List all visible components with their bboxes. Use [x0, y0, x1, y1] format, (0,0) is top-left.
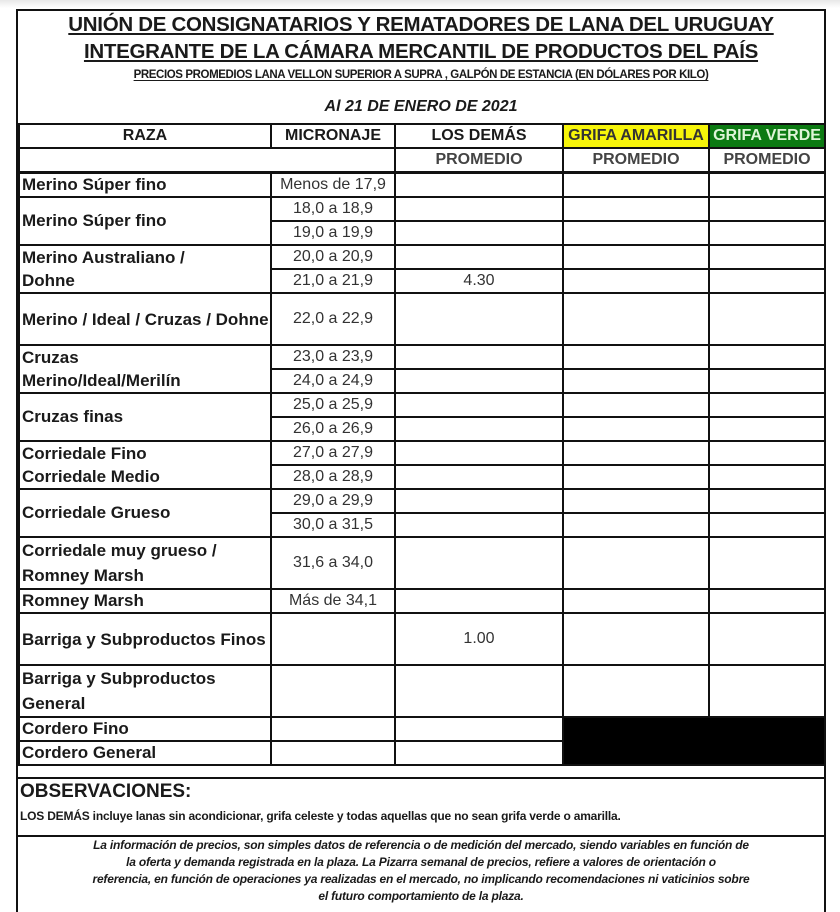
table-row	[19, 269, 825, 293]
los-demas-cell	[395, 741, 563, 765]
grifa-verde-cell	[709, 369, 825, 393]
table-row	[19, 489, 825, 513]
los-demas-cell	[395, 221, 563, 245]
observations-lead: LOS DEMÁS	[20, 809, 90, 823]
grifa-verde-cell	[709, 537, 825, 589]
micronaje-cell: 23,0 a 23,9	[271, 345, 395, 369]
raza-cell: Barriga y Subproductos General	[19, 665, 271, 717]
table-row	[19, 197, 825, 221]
los-demas-cell	[395, 417, 563, 441]
subheader-promedio-los-demas: PROMEDIO	[395, 148, 563, 173]
grifa-amarilla-cell	[563, 293, 709, 345]
grifa-verde-cell	[709, 269, 825, 293]
table-row	[19, 589, 825, 613]
table-row	[19, 717, 825, 741]
raza-cell: Cordero Fino	[19, 717, 271, 741]
grifa-amarilla-cell	[563, 245, 709, 269]
grifa-verde-cell	[709, 293, 825, 345]
grifa-verde-cell	[709, 465, 825, 489]
grifa-verde-cell	[709, 589, 825, 613]
disclaimer-line: La información de precios, son simples datos de referencia o de medición del mercado, siendo variables en función de	[93, 838, 749, 852]
table-row	[19, 465, 825, 489]
los-demas-cell	[395, 345, 563, 369]
grifa-verde-cell	[709, 417, 825, 441]
column-header-row	[19, 124, 825, 148]
micronaje-cell: 31,6 a 34,0	[271, 537, 395, 589]
col-header-raza: RAZA	[19, 124, 271, 148]
micronaje-cell	[271, 741, 395, 765]
grifa-verde-cell	[709, 173, 825, 198]
table-row	[19, 537, 825, 589]
grifa-amarilla-cell	[563, 221, 709, 245]
grifa-amarilla-cell	[563, 613, 709, 665]
col-header-grifa-amarilla: GRIFA AMARILLA	[563, 124, 709, 148]
raza-cell: Cordero General	[19, 741, 271, 765]
raza-cell: Corriedale muy grueso / Romney Marsh	[19, 537, 271, 589]
raza-cell: Merino Súper fino	[19, 173, 271, 198]
micronaje-cell: 29,0 a 29,9	[271, 489, 395, 513]
table-row	[19, 245, 825, 269]
raza-cell: Corriedale Grueso	[19, 489, 271, 537]
los-demas-cell	[395, 717, 563, 741]
grifa-amarilla-cell	[563, 197, 709, 221]
micronaje-cell: 26,0 a 26,9	[271, 417, 395, 441]
los-demas-cell: 4.30	[395, 269, 563, 293]
los-demas-cell	[395, 441, 563, 465]
los-demas-cell	[395, 197, 563, 221]
raza-cell: Merino/Ideal/Merilín	[19, 369, 271, 393]
micronaje-cell: 20,0 a 20,9	[271, 245, 395, 269]
raza-cell: Romney Marsh	[19, 589, 271, 613]
grifa-verde-cell	[709, 197, 825, 221]
raza-cell: Corriedale Medio	[19, 465, 271, 489]
table-row	[19, 293, 825, 345]
raza-cell: Merino Súper fino	[19, 197, 271, 245]
grifa-verde-cell	[709, 393, 825, 417]
los-demas-cell	[395, 537, 563, 589]
los-demas-cell	[395, 489, 563, 513]
micronaje-cell: 22,0 a 22,9	[271, 293, 395, 345]
grifa-amarilla-cell	[563, 269, 709, 293]
blacked-out-cells	[563, 717, 825, 765]
disclaimer-line: referencia, en función de operaciones ya realizadas en el mercado, no implicando recomendaciones ni vaticinios sobre	[92, 872, 750, 886]
grifa-verde-cell	[709, 489, 825, 513]
los-demas-cell	[395, 245, 563, 269]
grifa-amarilla-cell	[563, 173, 709, 198]
micronaje-cell: 25,0 a 25,9	[271, 393, 395, 417]
micronaje-cell: 28,0 a 28,9	[271, 465, 395, 489]
grifa-verde-cell	[709, 513, 825, 537]
subheader-promedio-verde: PROMEDIO	[709, 148, 825, 173]
micronaje-cell	[271, 613, 395, 665]
table-row	[19, 613, 825, 665]
observations-box	[18, 777, 824, 837]
disclaimer-line: la oferta y demanda registrada en la plaza. La Pizarra semanal de precios, refiere a valores de orientación o	[126, 855, 716, 869]
raza-cell: Barriga y Subproductos Finos	[19, 613, 271, 665]
los-demas-cell	[395, 589, 563, 613]
grifa-amarilla-cell	[563, 489, 709, 513]
observations-title: OBSERVACIONES:	[20, 781, 192, 802]
raza-cell: Cruzas	[19, 345, 271, 369]
micronaje-cell: 19,0 a 19,9	[271, 221, 395, 245]
col-header-grifa-verde: GRIFA VERDE	[709, 124, 825, 148]
los-demas-cell	[395, 665, 563, 717]
table-row	[19, 369, 825, 393]
raza-cell: Merino Australiano /	[19, 245, 271, 269]
observations-text	[20, 809, 621, 823]
grifa-verde-cell	[709, 345, 825, 369]
micronaje-cell: 21,0 a 21,9	[271, 269, 395, 293]
org-title: UNIÓN DE CONSIGNATARIOS Y REMATADORES DE LANA DEL URUGUAY	[68, 13, 774, 36]
grifa-amarilla-cell	[563, 441, 709, 465]
report-date: Al 21 DE ENERO DE 2021	[324, 98, 518, 115]
micronaje-cell	[271, 717, 395, 741]
grifa-amarilla-cell	[563, 589, 709, 613]
micronaje-cell: Menos de 17,9	[271, 173, 395, 198]
micronaje-cell: Más de 34,1	[271, 589, 395, 613]
grifa-amarilla-cell	[563, 417, 709, 441]
micronaje-cell: 27,0 a 27,9	[271, 441, 395, 465]
grifa-amarilla-cell	[563, 537, 709, 589]
grifa-verde-cell	[709, 441, 825, 465]
col-header-los-demas: LOS DEMÁS	[395, 124, 563, 148]
raza-cell: Corriedale Fino	[19, 441, 271, 465]
subheader-blank	[19, 148, 395, 173]
table-row	[19, 441, 825, 465]
org-subtitle: INTEGRANTE DE LA CÁMARA MERCANTIL DE PRODUCTOS DEL PAÍS	[83, 40, 759, 63]
micronaje-cell	[271, 665, 395, 717]
disclaimer	[18, 837, 824, 905]
los-demas-cell	[395, 173, 563, 198]
los-demas-cell	[395, 513, 563, 537]
micronaje-cell: 18,0 a 18,9	[271, 197, 395, 221]
raza-cell: Cruzas finas	[19, 393, 271, 441]
table-row	[19, 393, 825, 417]
disclaimer-line: el futuro comportamiento de la plaza.	[318, 889, 524, 903]
grifa-amarilla-cell	[563, 465, 709, 489]
micronaje-cell: 24,0 a 24,9	[271, 369, 395, 393]
grifa-amarilla-cell	[563, 369, 709, 393]
table-row	[19, 173, 825, 198]
table-row	[19, 345, 825, 369]
los-demas-cell: 1.00	[395, 613, 563, 665]
price-table	[18, 123, 826, 766]
price-description: PRECIOS PROMEDIOS LANA VELLON SUPERIOR A SUPRA , GALPÓN DE ESTANCIA (EN DÓLARES POR KILO)	[133, 69, 709, 81]
observations-body: incluye lanas sin acondicionar, grifa celeste y todas aquellas que no sean grifa verde o amarilla.	[89, 809, 621, 823]
raza-cell: Dohne	[19, 269, 271, 293]
grifa-verde-cell	[709, 221, 825, 245]
los-demas-cell	[395, 393, 563, 417]
price-sheet	[16, 9, 826, 912]
grifa-amarilla-cell	[563, 393, 709, 417]
grifa-amarilla-cell	[563, 665, 709, 717]
col-header-micronaje: MICRONAJE	[271, 124, 395, 148]
los-demas-cell	[395, 293, 563, 345]
page-top-shadow	[0, 0, 840, 8]
grifa-amarilla-cell	[563, 513, 709, 537]
los-demas-cell	[395, 465, 563, 489]
subheader-row	[19, 148, 825, 173]
grifa-verde-cell	[709, 665, 825, 717]
grifa-verde-cell	[709, 245, 825, 269]
los-demas-cell	[395, 369, 563, 393]
grifa-amarilla-cell	[563, 345, 709, 369]
subheader-promedio-amarilla: PROMEDIO	[563, 148, 709, 173]
grifa-verde-cell	[709, 613, 825, 665]
raza-cell: Merino / Ideal / Cruzas / Dohne	[19, 293, 271, 345]
micronaje-cell: 30,0 a 31,5	[271, 513, 395, 537]
table-row	[19, 665, 825, 717]
